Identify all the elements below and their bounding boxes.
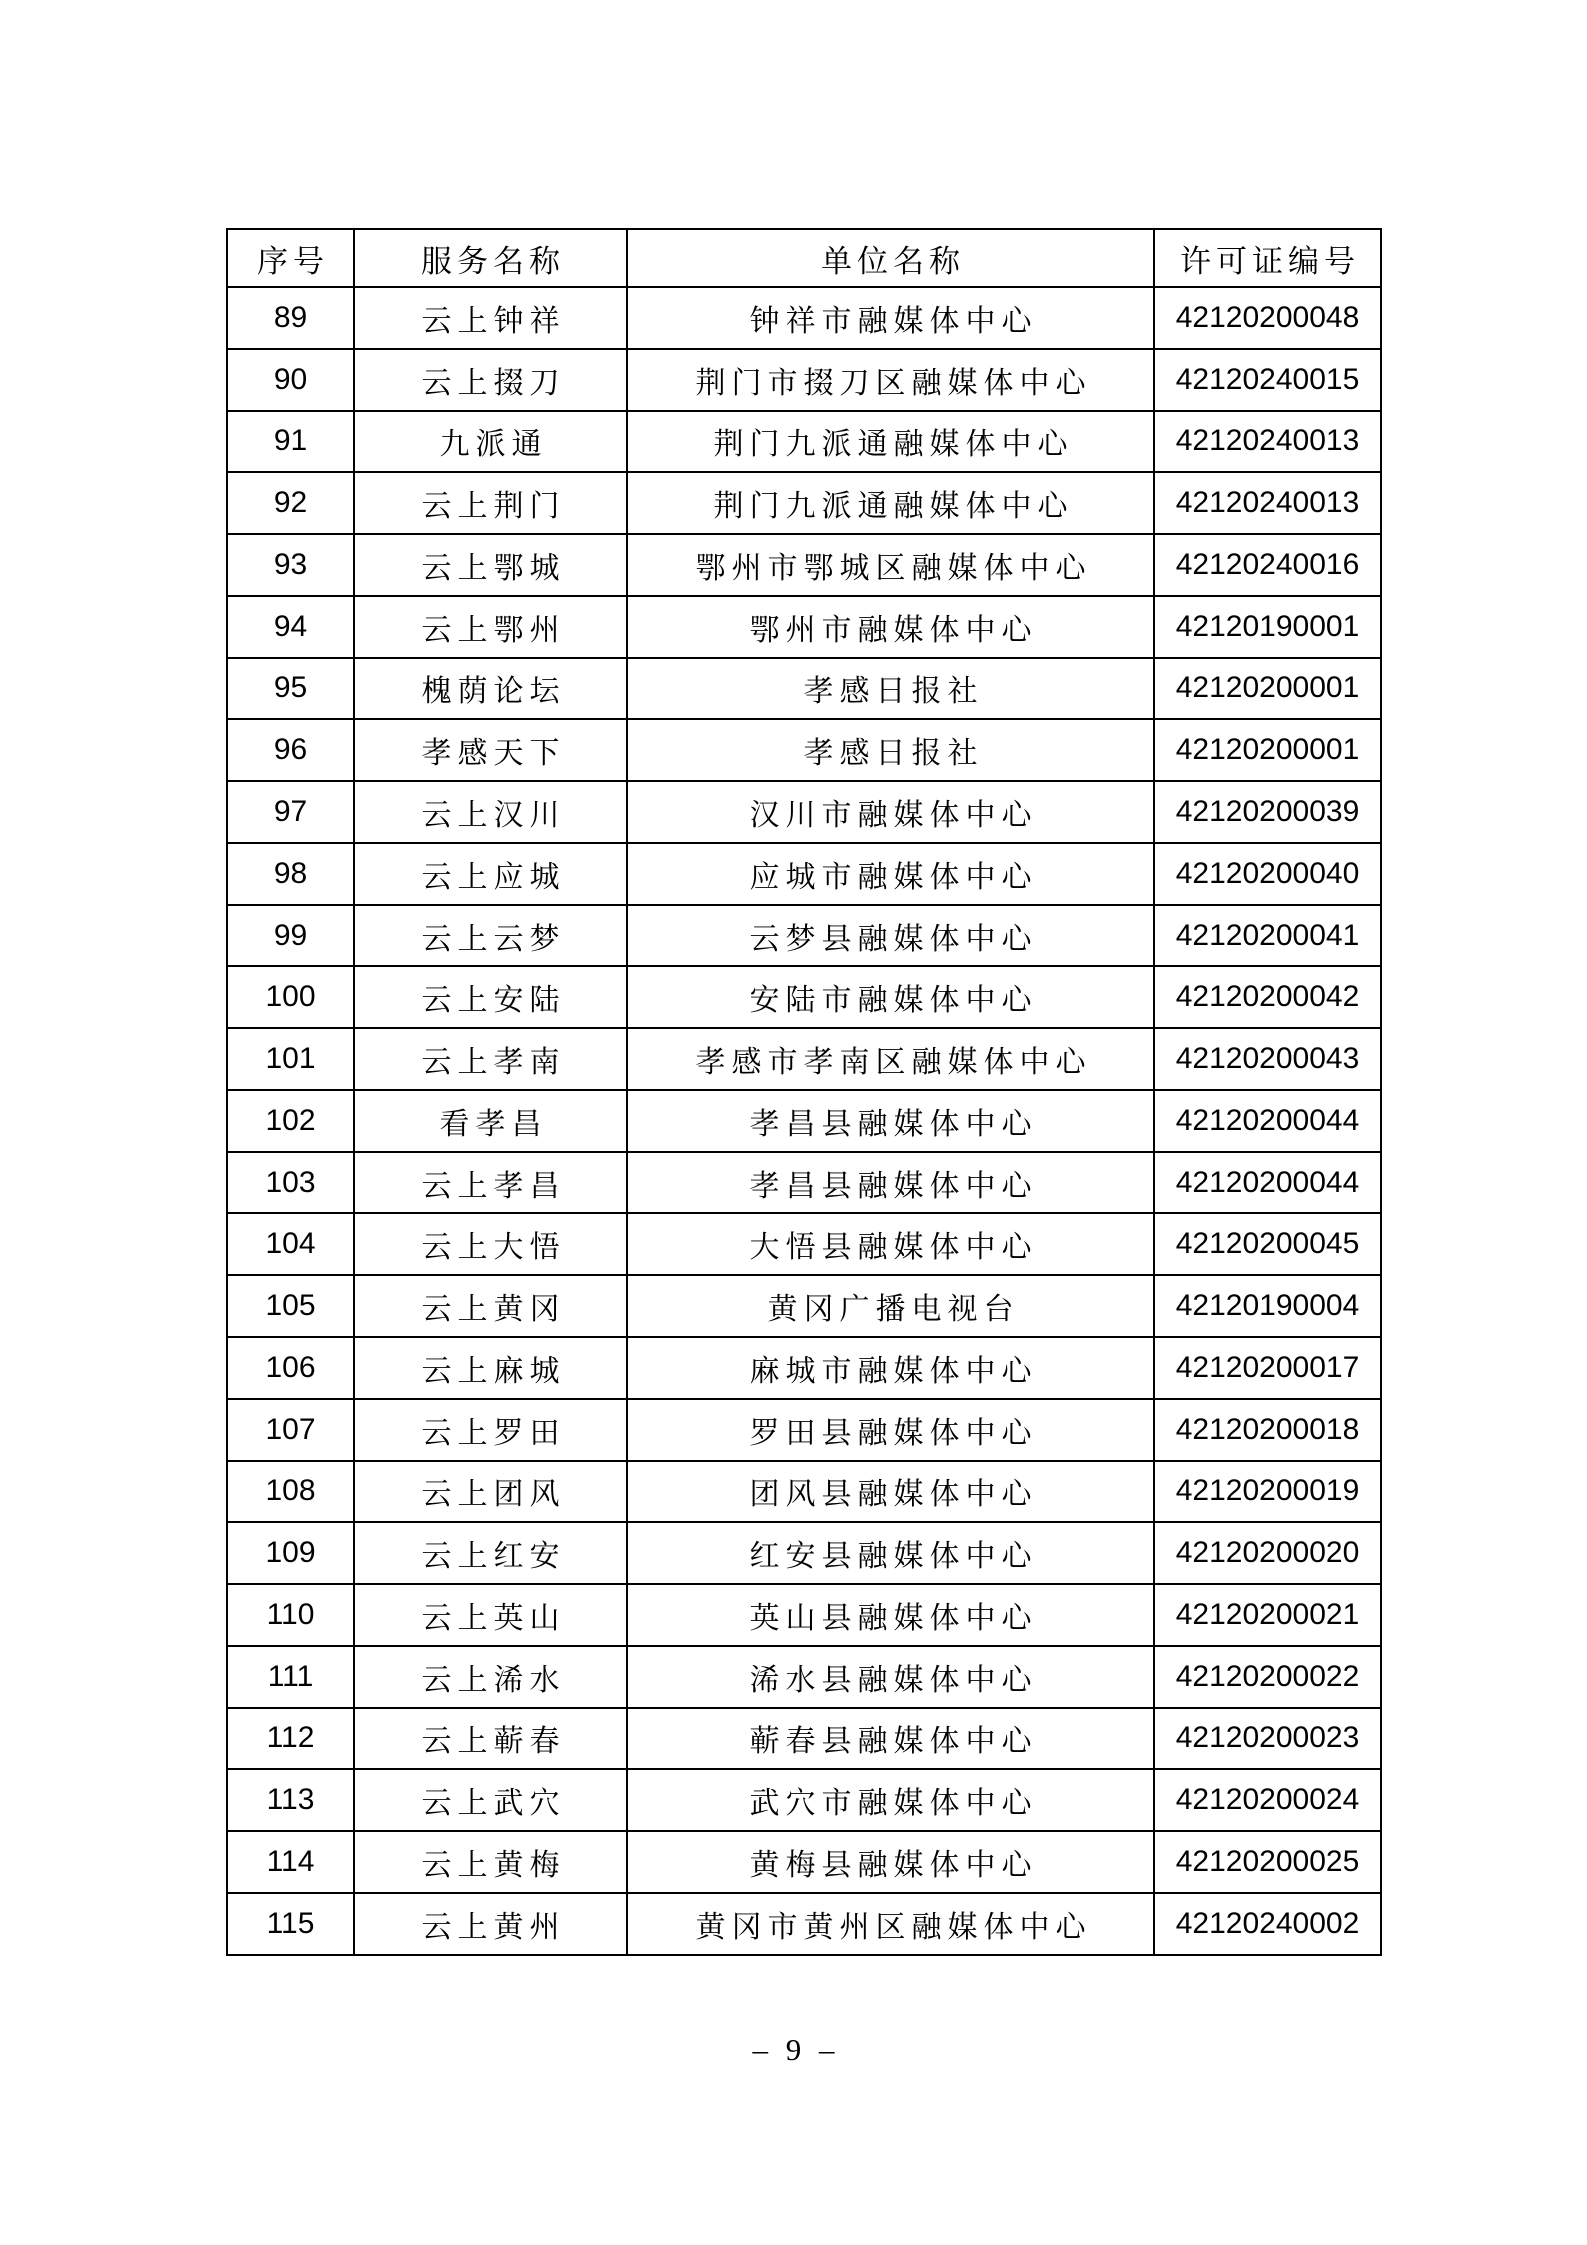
col-header-unit-name: 单位名称 [627,229,1154,287]
cell-service-name: 云上鄂州 [354,596,627,658]
cell-service-name: 云上黄冈 [354,1275,627,1337]
cell-license-number: 42120200044 [1154,1152,1381,1214]
table-row [227,1399,1381,1461]
cell-unit-name: 孝昌县融媒体中心 [627,1090,1154,1152]
cell-service-name: 云上浠水 [354,1646,627,1708]
cell-service-name: 云上荆门 [354,472,627,534]
table-row [227,1461,1381,1523]
table-row [227,843,1381,905]
cell-unit-name: 红安县融媒体中心 [627,1522,1154,1584]
table-row [227,596,1381,658]
cell-license-number: 42120200039 [1154,781,1381,843]
cell-serial-number: 89 [227,287,354,349]
col-header-service-name: 服务名称 [354,229,627,287]
cell-unit-name: 鄂州市鄂城区融媒体中心 [627,534,1154,596]
cell-service-name: 云上团风 [354,1461,627,1523]
cell-service-name: 云上大悟 [354,1213,627,1275]
cell-service-name: 云上英山 [354,1584,627,1646]
cell-serial-number: 99 [227,905,354,967]
cell-serial-number: 94 [227,596,354,658]
cell-service-name: 云上黄梅 [354,1831,627,1893]
cell-service-name: 云上安陆 [354,966,627,1028]
cell-unit-name: 英山县融媒体中心 [627,1584,1154,1646]
col-header-serial-number: 序号 [227,229,354,287]
table-row [227,1337,1381,1399]
table-row [227,1646,1381,1708]
cell-service-name: 云上应城 [354,843,627,905]
cell-license-number: 42120200001 [1154,719,1381,781]
cell-serial-number: 114 [227,1831,354,1893]
cell-serial-number: 96 [227,719,354,781]
cell-serial-number: 97 [227,781,354,843]
cell-unit-name: 黄冈市黄州区融媒体中心 [627,1893,1154,1955]
table-row [227,534,1381,596]
cell-license-number: 42120200023 [1154,1708,1381,1770]
cell-serial-number: 90 [227,349,354,411]
cell-license-number: 42120200041 [1154,905,1381,967]
cell-unit-name: 荆门九派通融媒体中心 [627,411,1154,473]
col-header-license-number: 许可证编号 [1154,229,1381,287]
cell-unit-name: 孝感日报社 [627,719,1154,781]
header-row [227,229,1381,287]
cell-serial-number: 102 [227,1090,354,1152]
cell-serial-number: 115 [227,1893,354,1955]
cell-unit-name: 荆门九派通融媒体中心 [627,472,1154,534]
cell-license-number: 42120200021 [1154,1584,1381,1646]
license-table [226,228,1382,1956]
cell-unit-name: 荆门市掇刀区融媒体中心 [627,349,1154,411]
cell-unit-name: 孝感日报社 [627,658,1154,720]
cell-unit-name: 蕲春县融媒体中心 [627,1708,1154,1770]
table-row [227,719,1381,781]
cell-unit-name: 鄂州市融媒体中心 [627,596,1154,658]
cell-license-number: 42120200048 [1154,287,1381,349]
cell-service-name: 云上钟祥 [354,287,627,349]
table-row [227,1028,1381,1090]
cell-serial-number: 91 [227,411,354,473]
cell-serial-number: 106 [227,1337,354,1399]
cell-license-number: 42120200001 [1154,658,1381,720]
table-row [227,1152,1381,1214]
cell-service-name: 槐荫论坛 [354,658,627,720]
cell-license-number: 42120240013 [1154,472,1381,534]
cell-unit-name: 团风县融媒体中心 [627,1461,1154,1523]
cell-license-number: 42120200042 [1154,966,1381,1028]
cell-unit-name: 麻城市融媒体中心 [627,1337,1154,1399]
table-row [227,1831,1381,1893]
table-row [227,1769,1381,1831]
cell-license-number: 42120200022 [1154,1646,1381,1708]
cell-serial-number: 100 [227,966,354,1028]
cell-serial-number: 93 [227,534,354,596]
table-row [227,1522,1381,1584]
cell-service-name: 看孝昌 [354,1090,627,1152]
table-row [227,287,1381,349]
table-row [227,1275,1381,1337]
cell-license-number: 42120200018 [1154,1399,1381,1461]
cell-unit-name: 汉川市融媒体中心 [627,781,1154,843]
cell-license-number: 42120240016 [1154,534,1381,596]
cell-license-number: 42120200025 [1154,1831,1381,1893]
cell-license-number: 42120200043 [1154,1028,1381,1090]
cell-serial-number: 104 [227,1213,354,1275]
cell-service-name: 云上汉川 [354,781,627,843]
cell-license-number: 42120200024 [1154,1769,1381,1831]
cell-unit-name: 孝昌县融媒体中心 [627,1152,1154,1214]
cell-service-name: 云上武穴 [354,1769,627,1831]
cell-serial-number: 92 [227,472,354,534]
table-row [227,1708,1381,1770]
cell-unit-name: 黄梅县融媒体中心 [627,1831,1154,1893]
cell-license-number: 42120200045 [1154,1213,1381,1275]
cell-service-name: 云上麻城 [354,1337,627,1399]
cell-unit-name: 孝感市孝南区融媒体中心 [627,1028,1154,1090]
cell-license-number: 42120240013 [1154,411,1381,473]
cell-service-name: 云上红安 [354,1522,627,1584]
cell-service-name: 云上黄州 [354,1893,627,1955]
cell-license-number: 42120200044 [1154,1090,1381,1152]
cell-unit-name: 黄冈广播电视台 [627,1275,1154,1337]
page-number: – 9 – [752,2032,835,2067]
cell-serial-number: 108 [227,1461,354,1523]
cell-service-name: 九派通 [354,411,627,473]
cell-serial-number: 101 [227,1028,354,1090]
table-row [227,905,1381,967]
cell-license-number: 42120190001 [1154,596,1381,658]
table-row [227,1893,1381,1955]
cell-service-name: 云上鄂城 [354,534,627,596]
table-row [227,472,1381,534]
cell-unit-name: 罗田县融媒体中心 [627,1399,1154,1461]
cell-unit-name: 安陆市融媒体中心 [627,966,1154,1028]
cell-serial-number: 95 [227,658,354,720]
table-row [227,1213,1381,1275]
table-row [227,1584,1381,1646]
cell-service-name: 云上孝南 [354,1028,627,1090]
cell-serial-number: 113 [227,1769,354,1831]
cell-license-number: 42120190004 [1154,1275,1381,1337]
cell-unit-name: 钟祥市融媒体中心 [627,287,1154,349]
cell-license-number: 42120200020 [1154,1522,1381,1584]
cell-serial-number: 98 [227,843,354,905]
cell-license-number: 42120200040 [1154,843,1381,905]
table-row [227,349,1381,411]
cell-service-name: 云上蕲春 [354,1708,627,1770]
cell-license-number: 42120240002 [1154,1893,1381,1955]
cell-unit-name: 武穴市融媒体中心 [627,1769,1154,1831]
cell-serial-number: 111 [227,1646,354,1708]
cell-license-number: 42120240015 [1154,349,1381,411]
table-row [227,1090,1381,1152]
table-row [227,658,1381,720]
cell-service-name: 云上孝昌 [354,1152,627,1214]
cell-license-number: 42120200019 [1154,1461,1381,1523]
cell-unit-name: 浠水县融媒体中心 [627,1646,1154,1708]
cell-serial-number: 107 [227,1399,354,1461]
cell-serial-number: 112 [227,1708,354,1770]
cell-service-name: 云上云梦 [354,905,627,967]
cell-unit-name: 应城市融媒体中心 [627,843,1154,905]
cell-service-name: 孝感天下 [354,719,627,781]
cell-serial-number: 105 [227,1275,354,1337]
table-row [227,781,1381,843]
cell-service-name: 云上罗田 [354,1399,627,1461]
cell-serial-number: 110 [227,1584,354,1646]
cell-service-name: 云上掇刀 [354,349,627,411]
table-row [227,411,1381,473]
table-row [227,966,1381,1028]
cell-unit-name: 云梦县融媒体中心 [627,905,1154,967]
cell-serial-number: 109 [227,1522,354,1584]
cell-unit-name: 大悟县融媒体中心 [627,1213,1154,1275]
cell-license-number: 42120200017 [1154,1337,1381,1399]
cell-serial-number: 103 [227,1152,354,1214]
